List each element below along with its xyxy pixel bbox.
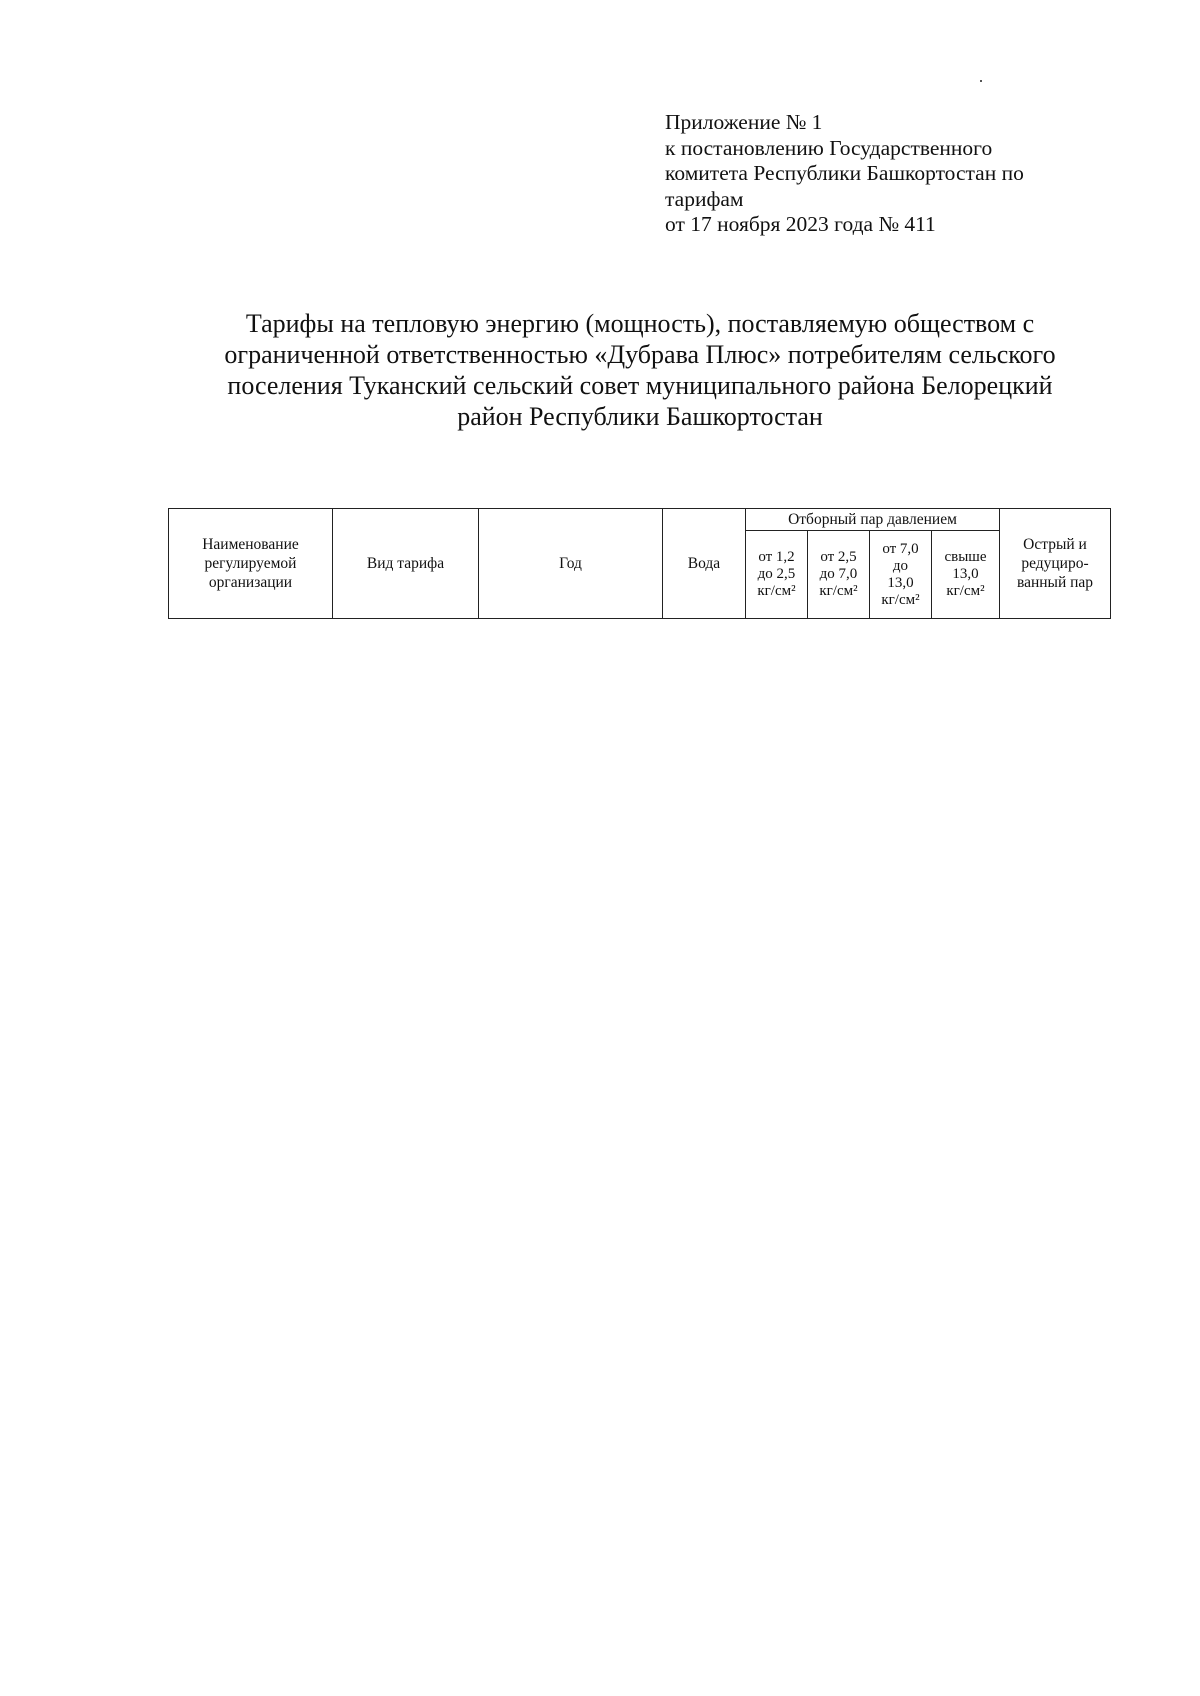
header-steam-group: Отборный пар давлением: [746, 509, 1000, 531]
header-line: редуциро-: [1021, 555, 1089, 572]
title-line: Тарифы на тепловую энергию (мощность), поставляемую обществом с: [245, 309, 1035, 338]
appendix-line: Приложение № 1: [665, 110, 823, 134]
header-line: от 1,2: [758, 549, 795, 565]
appendix-line: тарифам: [665, 186, 744, 211]
header-year: Год: [479, 509, 663, 619]
header-line: до 2,5: [757, 566, 796, 582]
header-steam-1: [746, 531, 808, 619]
title-line: ограниченной ответственностью «Дубрава Плюс» потребителям сельского: [224, 340, 1056, 369]
header-steam-4: [932, 531, 1000, 619]
scan-speck: [980, 80, 982, 82]
header-line: ванный пар: [1016, 574, 1094, 591]
header-line: кг/см²: [757, 583, 796, 599]
header-line: 13,0: [887, 574, 914, 591]
header-line: до 7,0: [819, 566, 858, 582]
header-sharp-steam: [1000, 509, 1111, 619]
appendix-line: комитета Республики Башкортостан по: [665, 161, 1024, 185]
title-line: поселения Туканский сельский совет муниципального района Белорецкий: [227, 371, 1053, 400]
header-line: Острый и: [1023, 536, 1087, 553]
header-line: кг/см²: [881, 591, 920, 608]
header-water: Вода: [663, 509, 746, 619]
header-line: от 7,0: [882, 540, 919, 557]
header-line: 13,0: [952, 566, 979, 582]
header-steam-3: [870, 531, 932, 619]
header-line: до: [892, 557, 909, 574]
appendix-line: от 17 ноября 2023 года № 411: [665, 212, 936, 236]
document-title: [170, 308, 1110, 432]
header-line: свыше: [944, 549, 987, 565]
appendix-block: [665, 110, 1085, 238]
tariff-table: [168, 508, 1111, 619]
header-line: кг/см²: [946, 583, 985, 599]
header-tariff-type: Вид тарифа: [333, 509, 479, 619]
appendix-line: к постановлению Государственного: [665, 135, 993, 160]
header-line: от 2,5: [820, 549, 857, 565]
title-line: район Республики Башкортостан: [457, 402, 823, 431]
header-org: Наименование регулируемой организации: [169, 509, 333, 619]
header-line: кг/см²: [819, 583, 858, 599]
header-steam-2: [808, 531, 870, 619]
